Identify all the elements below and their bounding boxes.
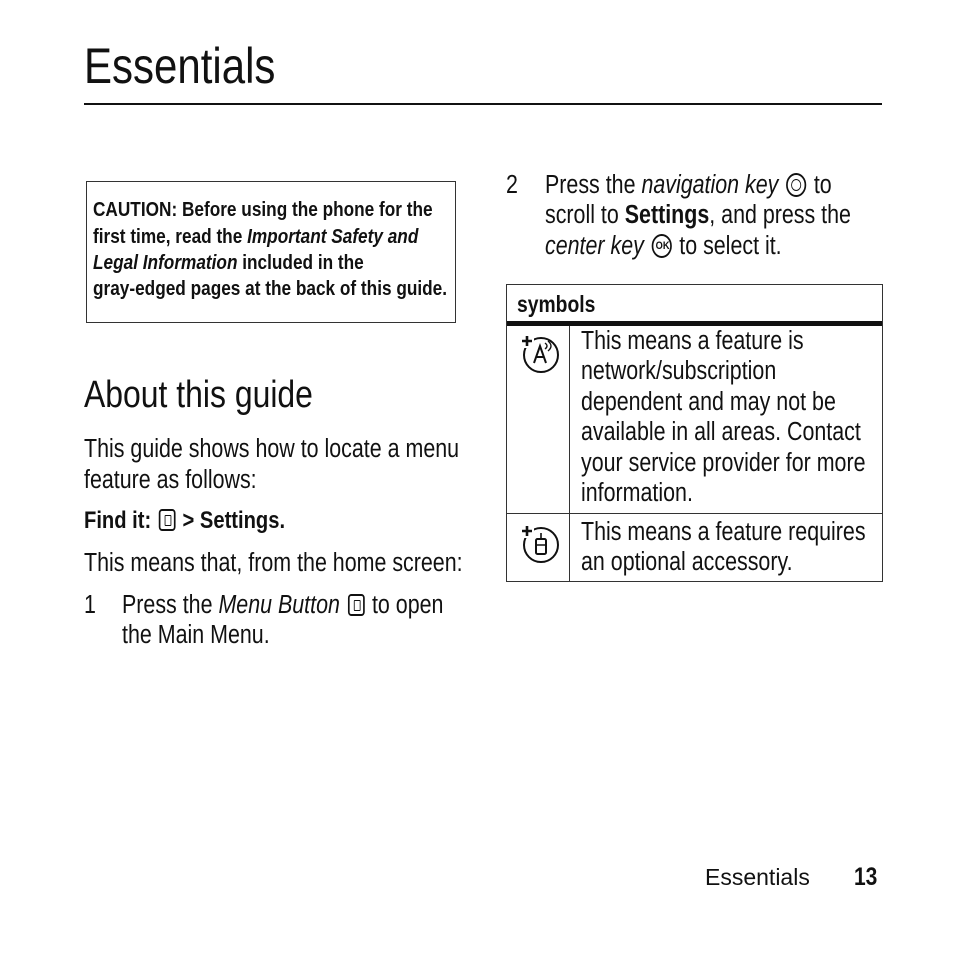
caution-line-2: first time, read the Important Safety and [93, 225, 419, 248]
step-1-line-2: the Main Menu. [122, 621, 270, 649]
menu-button-icon [348, 594, 365, 616]
step-2-number: 2 [506, 171, 518, 199]
center-key-icon: OK [651, 234, 671, 258]
row-divider [507, 513, 882, 514]
symbol-row-1-line-3: dependent and may not be [581, 388, 836, 416]
intro-line-1: This guide shows how to locate a menu [84, 435, 460, 463]
symbol-row-1-line-4: available in all areas. Contact [581, 418, 861, 446]
section-heading: About this guide [84, 374, 313, 416]
column-divider [569, 326, 570, 582]
accessory-required-icon [519, 523, 561, 565]
page-title: Essentials [84, 38, 276, 94]
find-it-label: Find it: [84, 507, 152, 534]
footer-section-label: Essentials [705, 864, 810, 890]
step-1-line-1: Press the Menu Button to open [122, 591, 444, 619]
page-number: 13 [854, 863, 878, 891]
caution-box [86, 181, 456, 323]
caution-label: CAUTION: [93, 198, 178, 221]
symbols-header: symbols [517, 291, 596, 317]
step-2-line-1: Press the navigation key to [545, 171, 832, 199]
find-it-path: > Settings. [182, 507, 286, 534]
caution-line-1: CAUTION: Before using the phone for the [93, 198, 433, 221]
symbol-row-1-line-5: your service provider for more [581, 449, 866, 477]
step-1-number: 1 [84, 591, 96, 619]
symbol-row-2-line-2: an optional accessory. [581, 548, 793, 576]
title-rule [84, 103, 882, 105]
means-line: This means that, from the home screen: [84, 549, 463, 577]
symbol-row-1-line-1: This means a feature is [581, 327, 804, 355]
intro-line-2: feature as follows: [84, 466, 257, 494]
network-dependent-icon [519, 333, 561, 375]
caution-line-4: gray-edged pages at the back of this guide. [93, 277, 448, 300]
symbol-row-2-line-1: This means a feature requires [581, 518, 866, 546]
caution-line-3: Legal Information included in the [93, 251, 364, 274]
find-it-line [84, 506, 285, 536]
symbol-row-1-line-6: information. [581, 479, 693, 507]
step-2-line-3: center key OK to select it. [545, 232, 782, 260]
symbol-row-1-line-2: network/subscription [581, 357, 777, 385]
symbols-table [506, 284, 883, 582]
step-2-line-2: scroll to Settings, and press the [545, 201, 851, 229]
navigation-key-icon [786, 173, 806, 197]
menu-key-icon [158, 509, 175, 531]
